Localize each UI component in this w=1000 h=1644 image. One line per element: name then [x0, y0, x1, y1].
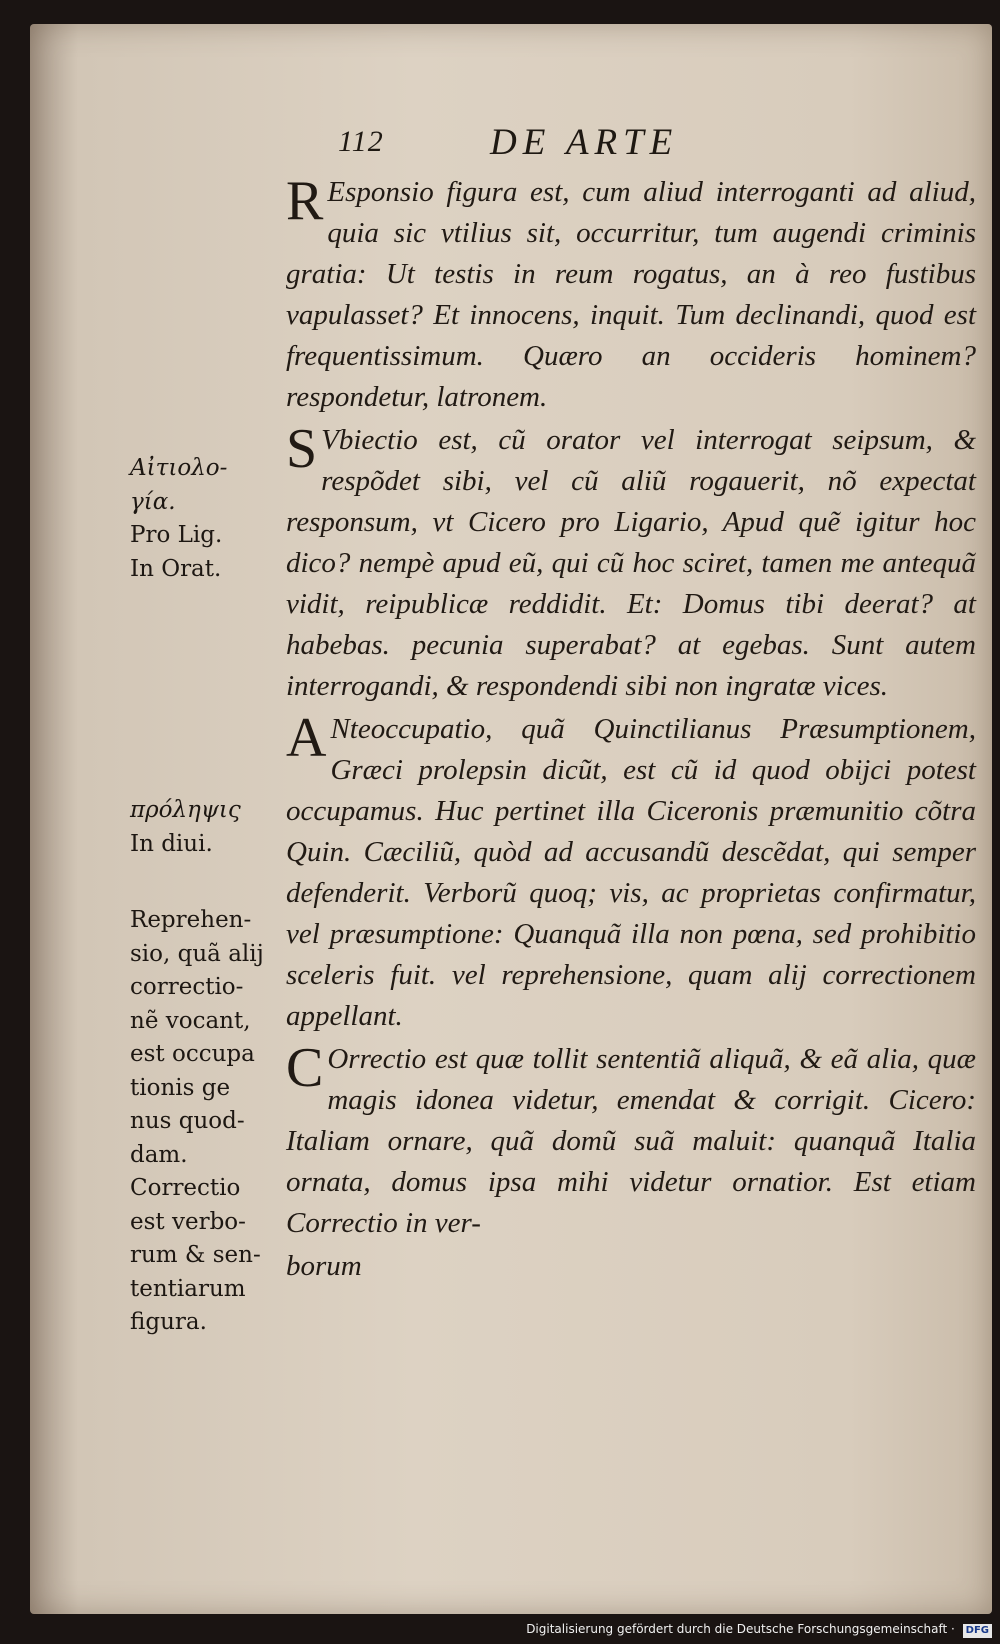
- paragraph-text: figura est, cum aliud interroganti ad aliud, quia sic vtilius sit, occurritur, tum augendi criminis gratia: Ut testis in reum rogatus, an à reo fustibus vapulasset? Et innocens, inquit. Tum declinandi, quod est frequentissimum. Quæro an occideris hominem? respondetur, latronem.: [286, 176, 976, 413]
- paragraph-text: est, cũ orator vel interrogat seipsum, & respõdet sibi, vel cũ aliũ rogauerit, nõ expectat responsum, vt Cicero pro Ligario, Apud quẽ igitur hoc dico? nempè apud eũ, qui cũ hoc sciret, tamen me antequã vidit, reipublicæ reddidit. Et: Domus tibi deerat? at habebas. pecunia superabat? at egebas. Sunt autem interrogandi, & respondendi sibi non ingratæ vices.: [286, 424, 977, 702]
- marginal-note-anteoccupatio: [130, 794, 294, 861]
- initial-letter: S: [286, 418, 318, 480]
- margin-line: In Orat.: [130, 555, 222, 582]
- initial-letter: R: [286, 170, 324, 232]
- page-header: [338, 121, 798, 171]
- marginal-note-reprehensio: [130, 904, 294, 1340]
- initial-letter: C: [286, 1037, 324, 1099]
- paragraph-lead: Esponsio: [327, 176, 434, 208]
- margin-line: sio, quã alij: [130, 940, 264, 967]
- margin-line: est verbo-: [130, 1208, 246, 1235]
- digitization-credit: [526, 1618, 992, 1640]
- catchword: borum: [286, 1250, 362, 1282]
- margin-line: correctio-: [130, 974, 244, 1000]
- margin-line: nus quod-: [130, 1108, 245, 1134]
- margin-line: πρόληψις: [130, 797, 241, 823]
- margin-line: tionis ge: [130, 1074, 231, 1101]
- folio-number: 112: [338, 125, 384, 158]
- margin-line: Pro Lig.: [130, 522, 223, 548]
- margin-line: nẽ vocant,: [130, 1007, 251, 1034]
- margin-line: Reprehen-: [130, 907, 252, 933]
- paragraph-lead: Vbiectio: [321, 424, 418, 456]
- paragraph-subiectio: [286, 420, 976, 707]
- paragraph-responsio: [286, 172, 976, 418]
- credit-text: Digitalisierung gefördert durch die Deutsche Forschungsgemeinschaft ·: [526, 1622, 955, 1636]
- margin-line: figura.: [130, 1309, 207, 1335]
- margin-line: γία.: [130, 488, 176, 515]
- margin-line: dam.: [130, 1141, 188, 1168]
- margin-line: rum & sen-: [130, 1242, 261, 1268]
- main-text: [286, 172, 976, 1287]
- running-title: DE ARTE: [490, 122, 679, 163]
- paragraph-correctio: [286, 1039, 976, 1244]
- book-page: [30, 24, 992, 1614]
- paragraph-anteoccupatio: [286, 709, 976, 1037]
- paragraph-text: est quæ tollit sententiã aliquã, & eã alia, quæ magis idonea videtur, emendat & corrigit. Cicero: Italiam ornare, quã domũ suã maluit: quanquã Italia ornata, domus ipsa mihi videtur ornatior. Est etiam Correctio in ver-: [286, 1043, 977, 1239]
- initial-letter: A: [286, 707, 327, 769]
- marginal-note-subiectio: [130, 452, 294, 586]
- dfg-logo: DFG: [963, 1624, 992, 1638]
- margin-line: tentiarum: [130, 1275, 246, 1302]
- margin-line: Correctio: [130, 1175, 241, 1201]
- margin-line: est occupa: [130, 1041, 255, 1067]
- margin-line: In diui.: [130, 830, 213, 857]
- paragraph-lead: Nteoccupatio,: [330, 713, 493, 745]
- paragraph-text: quã Quinctilianus Præsumptionem, Græci prolepsin dicũt, est cũ id quod obijci potest occupamus. Huc pertinet illa Ciceronis præmunitio cõtra Quin. Cæciliũ, quòd ad accusandũ descẽdat, qui semper defenderit. Verborũ quoq; vis, ac proprietas confirmatur, vel præsumptione: Quanquã illa non pœna, sed prohibitio sceleris fuit. vel reprehensione, quam alij correctionem appellant.: [286, 713, 977, 1032]
- paragraph-lead: Orrectio: [327, 1043, 427, 1075]
- margin-line: Αἰτιολο-: [130, 455, 228, 481]
